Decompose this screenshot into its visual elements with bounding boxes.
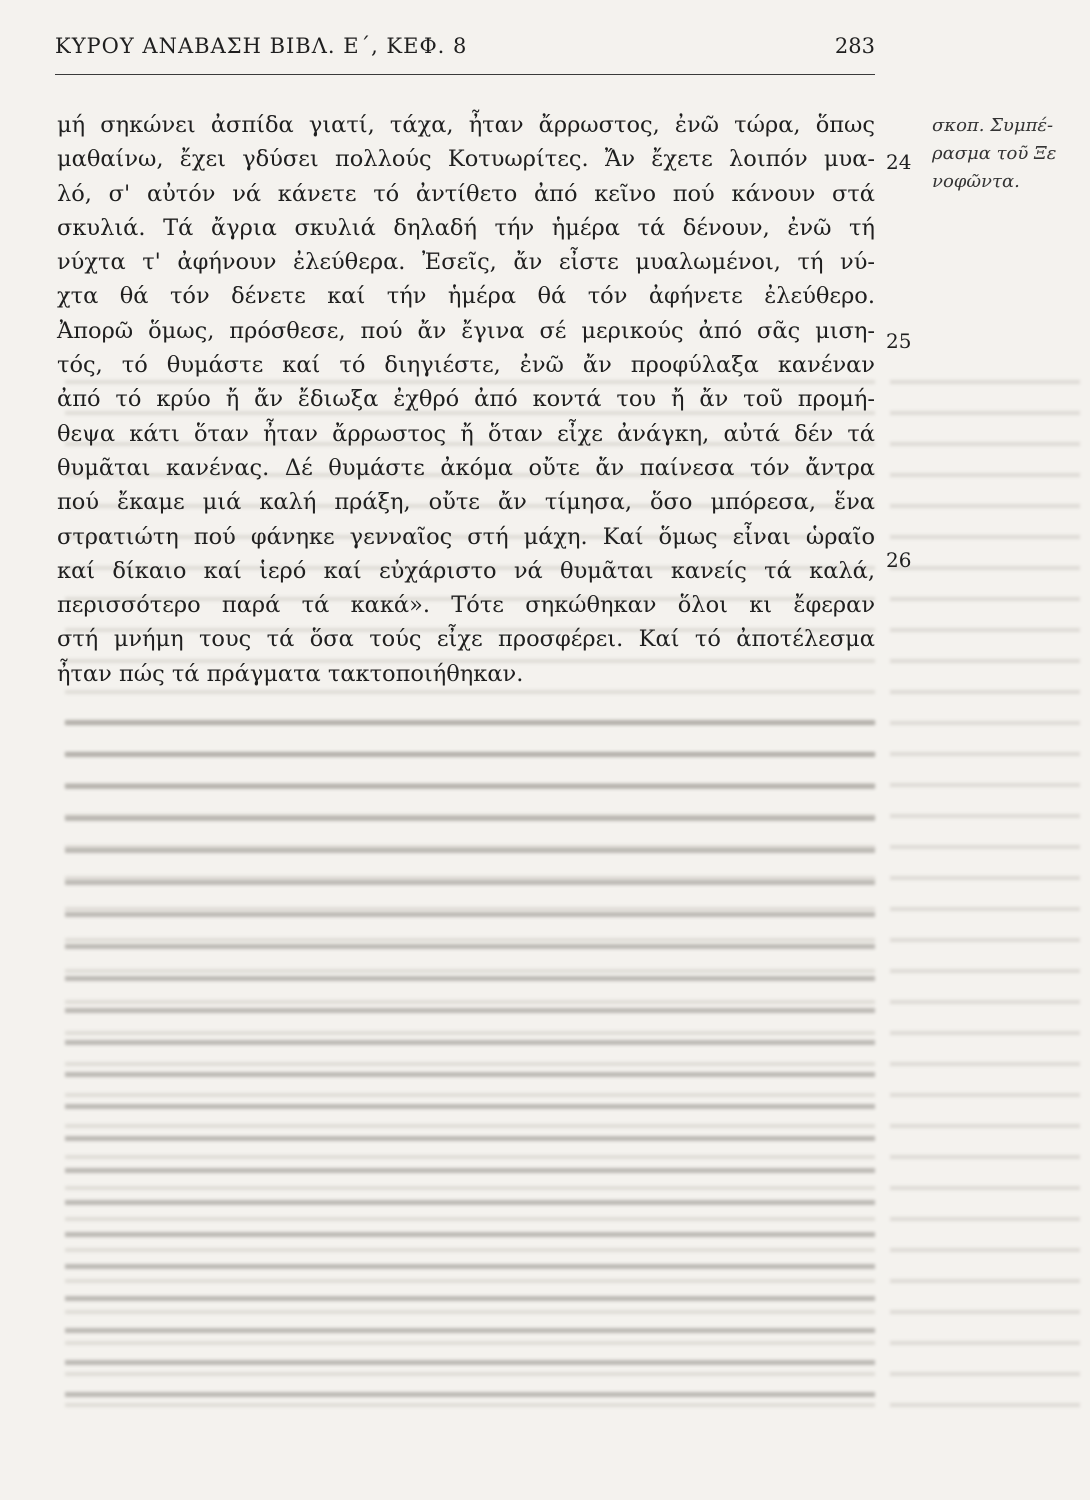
text-line: στή μνήμη τους τά ὅσα τούς εἶχε προσφέρει. Καί τό ἀποτέλεσμα bbox=[57, 626, 875, 653]
text-line: θεψα κάτι ὅταν ἦταν ἄρρωστος ἤ ὅταν εἶχε ἀνάγκη, αὐτά δέν τά bbox=[57, 420, 875, 447]
text-line: θυμᾶται κανένας. Δέ θυμάστε ἀκόμα οὔτε ἄν παίνεσα τόν ἄντρα bbox=[57, 454, 875, 481]
page-header bbox=[55, 34, 875, 64]
text-line: μαθαίνω, ἔχει γδύσει πολλούς Κοτυωρίτες. Ἄν ἔχετε λοιπόν μυα- bbox=[57, 146, 875, 173]
text-line: Ἀπορῶ ὅμως, πρόσθεσε, πού ἄν ἔγινα σέ μερικούς ἀπό σᾶς μιση- bbox=[57, 317, 875, 344]
section-number: 24 bbox=[886, 150, 912, 174]
body-text bbox=[57, 108, 875, 691]
margin-note-line: σκοπ. Συμπέ- bbox=[932, 115, 1054, 136]
margin-note bbox=[932, 112, 1090, 196]
header-rule bbox=[55, 74, 875, 75]
text-line: χτα θά τόν δένετε καί τήν ἡμέρα θά τόν ἀφήνετε ἐλεύθερο. bbox=[57, 283, 875, 310]
text-line: πού ἔκαμε μιά καλή πράξη, οὔτε ἄν τίμησα, ὅσο μπόρεσα, ἕνα bbox=[57, 489, 875, 516]
text-line: ἦταν πώς τά πράγματα τακτοποιήθηκαν. bbox=[57, 660, 524, 687]
bleed-through-margin bbox=[890, 360, 1080, 1420]
text-line: στρατιώτη πού φάνηκε γενναῖος στή μάχη. Καί ὅμως εἶναι ὡραῖο bbox=[57, 523, 875, 550]
bleed-through-text-dark bbox=[65, 700, 875, 1400]
section-number: 25 bbox=[886, 329, 912, 353]
running-head: ΚΥΡΟΥ ΑΝΑΒΑΣΗ ΒΙΒΛ. Ε΄, ΚΕΦ. 8 bbox=[55, 34, 468, 58]
text-line: τός, τό θυμάστε καί τό διηγιέστε, ἐνῶ ἄν προφύλαξα κανέναν bbox=[57, 352, 875, 379]
text-line: νύχτα τ' ἀφήνουν ἐλεύθερα. Ἐσεῖς, ἄν εἶστε μυαλωμένοι, τή νύ- bbox=[57, 249, 875, 276]
page-number: 283 bbox=[834, 34, 875, 58]
margin-note-line: νοφῶντα. bbox=[932, 171, 1020, 192]
margin-note-line: ρασμα τοῦ Ξε bbox=[932, 143, 1057, 164]
text-line: σκυλιά. Τά ἄγρια σκυλιά δηλαδή τήν ἡμέρα τά δένουν, ἐνῶ τή bbox=[57, 214, 875, 241]
text-line: καί δίκαιο καί ἱερό καί εὐχάριστο νά θυμᾶται κανείς τά καλά, bbox=[57, 557, 875, 584]
text-line: ἀπό τό κρύο ἤ ἄν ἔδιωξα ἐχθρό ἀπό κοντά του ἤ ἄν τοῦ προμή- bbox=[57, 386, 875, 413]
section-number: 26 bbox=[886, 548, 912, 572]
text-line: περισσότερο παρά τά κακά». Τότε σηκώθηκαν ὅλοι κι ἔφεραν bbox=[57, 592, 875, 619]
text-line: μή σηκώνει ἀσπίδα γιατί, τάχα, ἦταν ἄρρωστος, ἐνῶ τώρα, ὅπως bbox=[57, 112, 875, 138]
text-line: λό, σ' αὐτόν νά κάνετε τό ἀντίθετο ἀπό κεῖνο πού κάνουν στά bbox=[57, 180, 875, 207]
